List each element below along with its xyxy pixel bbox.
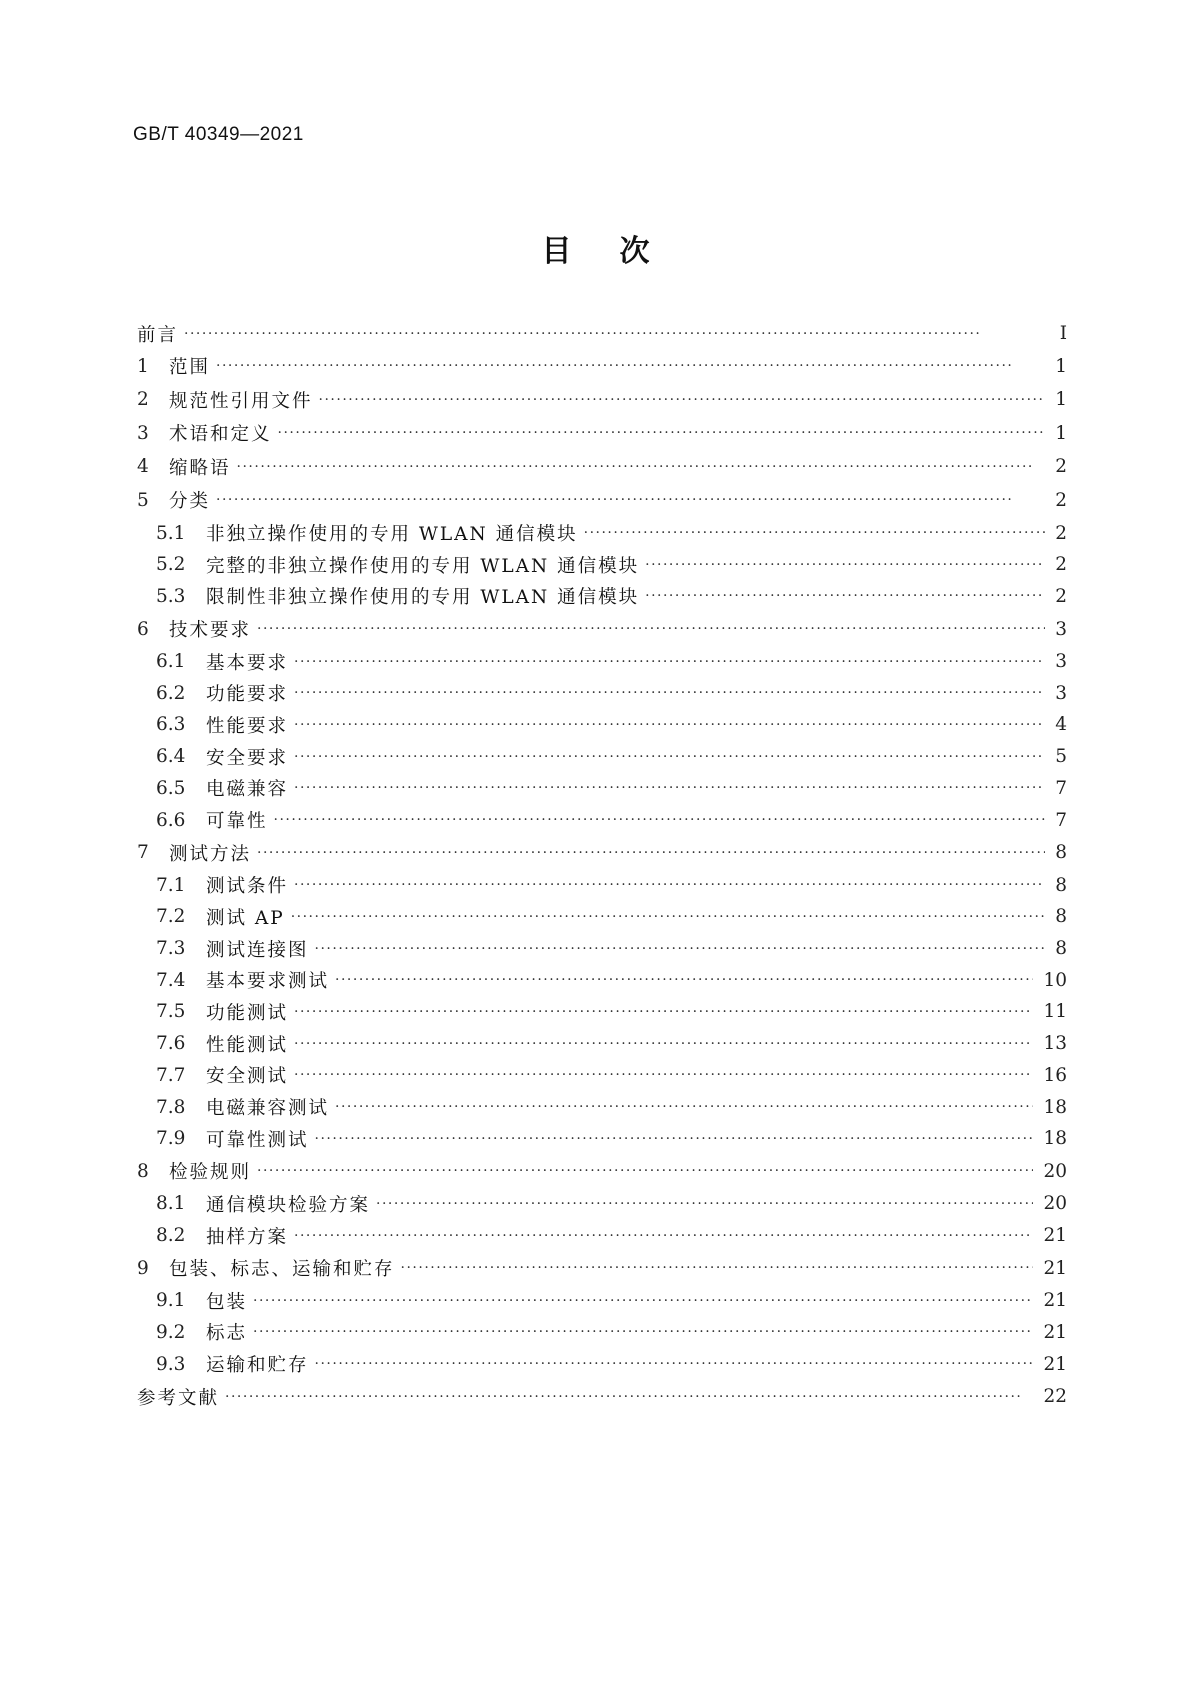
toc-entry-page: 21: [1043, 1290, 1067, 1312]
dot-leader: [216, 490, 1045, 510]
toc-entry-page: 2: [1055, 522, 1067, 544]
toc-entry-number: 6.4: [156, 746, 186, 768]
toc-entry[interactable]: [137, 1380, 1067, 1414]
toc-entry-label: 安全测试: [206, 1066, 289, 1088]
toc-entry-number: 7.3: [156, 938, 186, 960]
dot-leader: [584, 523, 1046, 543]
toc-entry-page: 16: [1043, 1064, 1067, 1086]
toc-entry[interactable]: [137, 417, 1067, 451]
toc-entry-label: 包装、标志、运输和贮存: [169, 1259, 395, 1281]
toc-entry-page: 2: [1055, 456, 1067, 478]
toc-entry-number: 7.9: [156, 1128, 186, 1150]
toc-entry-page: 20: [1043, 1193, 1067, 1215]
page-title: 目次: [541, 234, 698, 269]
toc-entry-page: 8: [1055, 906, 1067, 928]
toc-entry-page: 4: [1055, 714, 1067, 736]
toc-entry-number: 5.1: [156, 522, 186, 544]
toc-entry-number: 8: [137, 1160, 149, 1182]
toc-entry-number: 6.5: [156, 777, 186, 799]
toc-entry[interactable]: [137, 612, 1067, 646]
toc-entry-page: 8: [1055, 938, 1067, 960]
toc-entry-number: 7.2: [156, 906, 186, 928]
toc-entry-page: 22: [1043, 1386, 1067, 1408]
dot-leader: [315, 1354, 1034, 1374]
toc-entry-label: 测试 AP: [206, 907, 285, 929]
toc-entry-label: 性能测试: [206, 1034, 289, 1056]
toc-entry-label: 通信模块检验方案: [206, 1194, 371, 1216]
toc-entry[interactable]: [137, 1028, 1067, 1060]
toc-entry-page: 21: [1043, 1257, 1067, 1279]
toc-entry-label: 基本要求测试: [206, 971, 330, 993]
dot-leader: [315, 1129, 1034, 1149]
dot-leader: [294, 715, 1045, 735]
toc-entry-number: 5.2: [156, 554, 186, 576]
toc-entry-label: 功能要求: [206, 684, 289, 706]
dot-leader: [294, 652, 1045, 672]
toc-entry-number: 7.7: [156, 1064, 186, 1086]
toc-entry-label: 可靠性测试: [206, 1129, 309, 1151]
toc-entry-label: 测试条件: [206, 876, 289, 898]
dot-leader: [278, 423, 1046, 443]
toc-entry-number: 5.3: [156, 585, 186, 607]
toc-entry[interactable]: [137, 741, 1067, 773]
toc-entry[interactable]: [137, 646, 1067, 678]
toc-entry[interactable]: [137, 1251, 1067, 1285]
dot-leader: [237, 457, 1046, 477]
toc-entry-number: 7.1: [156, 874, 186, 896]
toc-entry-label: 技术要求: [169, 620, 252, 641]
toc-entry-page: 11: [1043, 1001, 1067, 1023]
toc-entry-number: 6.6: [156, 809, 186, 831]
toc-entry[interactable]: [137, 964, 1067, 996]
dot-leader: [274, 810, 1046, 830]
toc-entry[interactable]: [137, 1220, 1067, 1252]
toc-entry[interactable]: [137, 836, 1067, 870]
toc-entry-page: 21: [1043, 1225, 1067, 1247]
toc-entry-number: 8.1: [156, 1193, 186, 1215]
toc-entry-page: 5: [1055, 746, 1067, 768]
dot-leader: [253, 1291, 1033, 1311]
dot-leader: [294, 778, 1045, 798]
toc-entry-label: 测试连接图: [206, 939, 309, 961]
toc-entry-label: 可靠性: [206, 811, 268, 833]
toc-entry-label: 电磁兼容: [206, 779, 289, 801]
toc-entry-page: 13: [1043, 1033, 1067, 1055]
toc-entry-number: 7: [137, 842, 149, 864]
toc-entry-page: 21: [1043, 1353, 1067, 1375]
toc-entry-page: 1: [1055, 389, 1067, 411]
toc-entry-page: 8: [1055, 842, 1067, 864]
dot-leader: [376, 1194, 1033, 1214]
toc-entry-number: 8.2: [156, 1225, 186, 1247]
toc-entry-label: 范围: [169, 357, 211, 379]
table-of-contents: [137, 318, 1067, 1414]
toc-entry-label: 完整的非独立操作使用的专用 WLAN 通信模块: [206, 555, 640, 577]
toc-entry-label: 性能要求: [206, 715, 289, 737]
toc-entry-page: 7: [1055, 809, 1067, 831]
toc-entry-number: 6.2: [156, 682, 186, 704]
toc-entry-number: 6.1: [156, 651, 186, 673]
toc-entry[interactable]: [137, 383, 1067, 417]
toc-entry-page: 10: [1043, 969, 1067, 991]
toc-entry-page: 1: [1055, 355, 1067, 377]
dot-leader: [335, 970, 1033, 990]
toc-entry-label: 术语和定义: [169, 424, 272, 446]
toc-entry-number: 9.1: [156, 1290, 186, 1312]
toc-entry-page: 3: [1055, 682, 1067, 704]
dot-leader: [294, 1002, 1033, 1022]
dot-leader: [294, 1065, 1033, 1085]
toc-entry-number: 7.4: [156, 969, 186, 991]
toc-entry-label: 电磁兼容测试: [206, 1098, 330, 1120]
toc-entry[interactable]: [137, 581, 1067, 613]
toc-entry-label: 参考文献: [137, 1387, 220, 1409]
toc-entry-page: 3: [1055, 618, 1067, 640]
toc-entry[interactable]: [137, 804, 1067, 836]
dot-leader: [294, 747, 1045, 767]
toc-entry[interactable]: [137, 1285, 1067, 1317]
toc-entry-page: 1: [1055, 422, 1067, 444]
dot-leader: [294, 875, 1045, 895]
toc-entry-number: 5: [137, 489, 149, 511]
toc-entry[interactable]: [137, 318, 1067, 350]
toc-entry[interactable]: [137, 933, 1067, 965]
dot-leader: [257, 843, 1045, 863]
toc-entry[interactable]: [137, 709, 1067, 741]
toc-entry-number: 4: [137, 456, 149, 478]
toc-entry-page: 20: [1043, 1160, 1067, 1182]
toc-entry-number: 2: [137, 389, 149, 411]
toc-entry-label: 标志: [206, 1323, 248, 1345]
toc-entry-label: 缩略语: [169, 457, 231, 479]
toc-entry[interactable]: [137, 1123, 1067, 1155]
toc-entry-label: 包装: [206, 1291, 248, 1313]
dot-leader: [401, 1258, 1034, 1278]
dot-leader: [291, 907, 1046, 927]
toc-entry[interactable]: [137, 996, 1067, 1028]
toc-entry[interactable]: [137, 1091, 1067, 1123]
dot-leader: [315, 939, 1046, 959]
dot-leader: [253, 1322, 1033, 1342]
toc-entry-page: 2: [1055, 489, 1067, 511]
toc-entry-page: Ⅰ: [1059, 323, 1067, 345]
toc-entry-number: 6: [137, 618, 149, 640]
toc-entry-number: 7.8: [156, 1096, 186, 1118]
toc-entry[interactable]: [137, 869, 1067, 901]
toc-entry-number: 9: [137, 1257, 149, 1279]
toc-entry[interactable]: [137, 1348, 1067, 1380]
toc-entry-page: 18: [1043, 1128, 1067, 1150]
dot-leader: [216, 356, 1045, 376]
toc-entry-number: 9.2: [156, 1321, 186, 1343]
toc-entry[interactable]: [137, 1060, 1067, 1092]
toc-entry-label: 非独立操作使用的专用 WLAN 通信模块: [206, 524, 578, 546]
toc-entry-page: 2: [1055, 585, 1067, 607]
toc-entry[interactable]: [137, 1188, 1067, 1220]
toc-entry[interactable]: [137, 901, 1067, 933]
toc-entry-page: 3: [1055, 651, 1067, 673]
dot-leader: [294, 1226, 1033, 1246]
standard-code: GB/T 40349—2021: [133, 124, 304, 145]
toc-entry-label: 功能测试: [206, 1002, 289, 1024]
toc-entry-number: 7.5: [156, 1001, 186, 1023]
toc-entry-label: 基本要求: [206, 652, 289, 674]
toc-entry[interactable]: [137, 677, 1067, 709]
toc-entry-number: 6.3: [156, 714, 186, 736]
dot-leader: [294, 1034, 1033, 1054]
toc-entry-label: 安全要求: [206, 747, 289, 769]
dot-leader: [257, 619, 1045, 639]
toc-entry-label: 规范性引用文件: [169, 390, 313, 412]
toc-entry-label: 检验规则: [169, 1162, 252, 1184]
toc-entry-page: 8: [1055, 874, 1067, 896]
toc-entry-label: 分类: [169, 491, 211, 513]
toc-entry-label: 限制性非独立操作使用的专用 WLAN 通信模块: [206, 587, 640, 609]
dot-leader: [335, 1097, 1033, 1117]
toc-entry[interactable]: [137, 450, 1067, 484]
toc-entry[interactable]: [137, 549, 1067, 581]
toc-entry-page: 7: [1055, 777, 1067, 799]
dot-leader: [225, 1387, 1033, 1407]
toc-entry-page: 18: [1043, 1096, 1067, 1118]
dot-leader: [645, 555, 1045, 575]
toc-entry-label: 测试方法: [169, 843, 252, 865]
dot-leader: [294, 683, 1045, 703]
toc-entry[interactable]: [137, 773, 1067, 805]
dot-leader: [319, 390, 1046, 410]
toc-entry-label: 运输和贮存: [206, 1355, 309, 1377]
toc-entry[interactable]: [137, 484, 1067, 518]
toc-entry[interactable]: [137, 517, 1067, 549]
toc-entry-label: 抽样方案: [206, 1226, 289, 1248]
toc-entry-number: 3: [137, 422, 149, 444]
dot-leader: [184, 324, 1047, 344]
toc-entry-label: 前言: [137, 324, 179, 346]
toc-entry-number: 1: [137, 355, 149, 377]
toc-entry-page: 2: [1055, 554, 1067, 576]
toc-entry[interactable]: [137, 1155, 1067, 1189]
toc-entry-number: 9.3: [156, 1353, 186, 1375]
dot-leader: [645, 586, 1045, 606]
dot-leader: [257, 1161, 1033, 1181]
toc-entry-number: 7.6: [156, 1033, 186, 1055]
toc-entry[interactable]: [137, 350, 1067, 384]
toc-entry-page: 21: [1043, 1321, 1067, 1343]
toc-entry[interactable]: [137, 1317, 1067, 1349]
